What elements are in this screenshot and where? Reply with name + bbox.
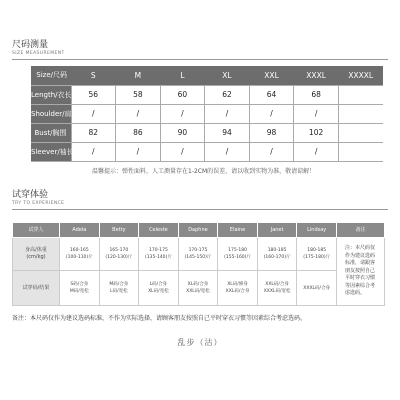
height-weight-cell: 175-180 (155-160)斤 <box>218 238 258 271</box>
size-row-length <box>31 85 383 104</box>
size-col-header: M <box>116 66 161 85</box>
height-weight-label: 身高/体重 (cm/kg) <box>13 238 60 271</box>
size-cell: / <box>160 142 205 161</box>
size-header-row <box>31 66 383 85</box>
size-cell: 60 <box>160 85 205 104</box>
size-cell: / <box>160 104 205 123</box>
size-cell: / <box>294 142 339 161</box>
size-header-label: Size/尺码 <box>31 66 71 85</box>
size-section-header <box>12 40 388 60</box>
fit-result-label: 试穿码/结果 <box>13 271 60 306</box>
size-col-header: L <box>160 66 205 85</box>
tester-name: Betty <box>99 223 139 238</box>
size-cell: 68 <box>294 85 339 104</box>
size-cell: 56 <box>71 85 116 104</box>
size-cell: 64 <box>249 85 294 104</box>
height-weight-cell: 160-165 (100-110)斤 <box>60 238 100 271</box>
size-col-header: XXL <box>249 66 294 85</box>
size-tip-note: 温馨提示：弹性面料，人工测量存在1-2CM的误差，请以收到实物为准，敬请谅解！ <box>92 168 316 175</box>
tester-name: Adela <box>60 223 100 238</box>
seal-text: 乱步（沽） <box>177 338 223 347</box>
tester-name: Lindsay <box>297 223 337 238</box>
size-cell: / <box>116 104 161 123</box>
size-cell: 86 <box>116 123 161 142</box>
height-weight-cell: 165-170 (120-130)斤 <box>99 238 139 271</box>
try-section-title: 试穿体验 <box>12 190 49 200</box>
size-row-label: Shoulder/肩宽 <box>31 104 71 123</box>
size-cell: / <box>116 142 161 161</box>
size-section-divider <box>12 59 388 60</box>
size-row-label: Length/衣长 <box>31 85 71 104</box>
tester-name: Daphne <box>178 223 218 238</box>
height-weight-cell: 180-185 (160-170)斤 <box>257 238 297 271</box>
try-on-table <box>12 222 385 306</box>
size-cell: / <box>249 104 294 123</box>
height-weight-cell: 170-175 (135-140)斤 <box>139 238 179 271</box>
footer-note: 备注：本尺码仅作为建议选码标准，不作为实际选择，请顾客朋友按照自己平时穿衣习惯等因素综合考虑选码。 <box>12 315 307 322</box>
size-col-header: XXXL <box>294 66 339 85</box>
height-weight-row <box>13 238 385 271</box>
size-table <box>31 66 383 162</box>
size-cell <box>338 123 383 142</box>
size-row-label: Sleever/袖长 <box>31 142 71 161</box>
size-cell: 102 <box>294 123 339 142</box>
size-cell <box>338 85 383 104</box>
fit-result-cell: XL码/合身 XXL码/宽松 <box>178 271 218 306</box>
size-row-sleeve <box>31 142 383 161</box>
remark-cell: 注：本尺码仅 作为建议选码 标准，请跟客 朋友按照自己 平时穿衣习惯 等因素综合考 虑选码。 <box>337 238 385 306</box>
size-section-subtitle: SIZE MEASUREMENT <box>12 51 65 56</box>
size-col-header: S <box>71 66 116 85</box>
fit-result-cell: XXL码/合身 XXXL码/宽松 <box>257 271 297 306</box>
fit-result-cell: M码/合身 L码/宽松 <box>99 271 139 306</box>
size-cell: / <box>71 142 116 161</box>
try-header-row <box>13 223 385 238</box>
size-col-header: XXXXL <box>338 66 383 85</box>
size-cell: 62 <box>205 85 250 104</box>
try-section-subtitle: TRY TO EXPERIENCE <box>12 201 65 206</box>
fit-result-cell: XXXL码/合身 <box>297 271 337 306</box>
size-row-label: Bust/胸围 <box>31 123 71 142</box>
size-cell: / <box>205 142 250 161</box>
size-row-bust <box>31 123 383 142</box>
size-cell: 58 <box>116 85 161 104</box>
size-section-title: 尺码测量 <box>12 40 49 50</box>
try-section-divider <box>12 209 388 210</box>
size-cell: 98 <box>249 123 294 142</box>
size-cell: 90 <box>160 123 205 142</box>
size-cell: / <box>294 104 339 123</box>
size-cell <box>338 104 383 123</box>
size-cell: / <box>205 104 250 123</box>
size-cell <box>338 142 383 161</box>
fit-result-cell: S码/合身 M码/宽松 <box>60 271 100 306</box>
tester-name: Elaine <box>218 223 258 238</box>
size-cell: 82 <box>71 123 116 142</box>
tester-label: 试穿人 <box>13 223 60 238</box>
fit-result-cell: L码/合身 XL码/宽松 <box>139 271 179 306</box>
size-cell: / <box>249 142 294 161</box>
tester-name: Janet <box>257 223 297 238</box>
tester-name: Celeste <box>139 223 179 238</box>
height-weight-cell: 180-185 (175-180)斤 <box>297 238 337 271</box>
size-cell: 94 <box>205 123 250 142</box>
size-row-shoulder <box>31 104 383 123</box>
try-section-header <box>12 190 388 210</box>
fit-result-row <box>13 271 385 306</box>
fit-result-cell: XL码/修身 XXL码/合身 <box>218 271 258 306</box>
remark-label: 备注 <box>337 223 385 238</box>
height-weight-cell: 170-175 (145-150)斤 <box>178 238 218 271</box>
size-cell: / <box>71 104 116 123</box>
size-col-header: XL <box>205 66 250 85</box>
